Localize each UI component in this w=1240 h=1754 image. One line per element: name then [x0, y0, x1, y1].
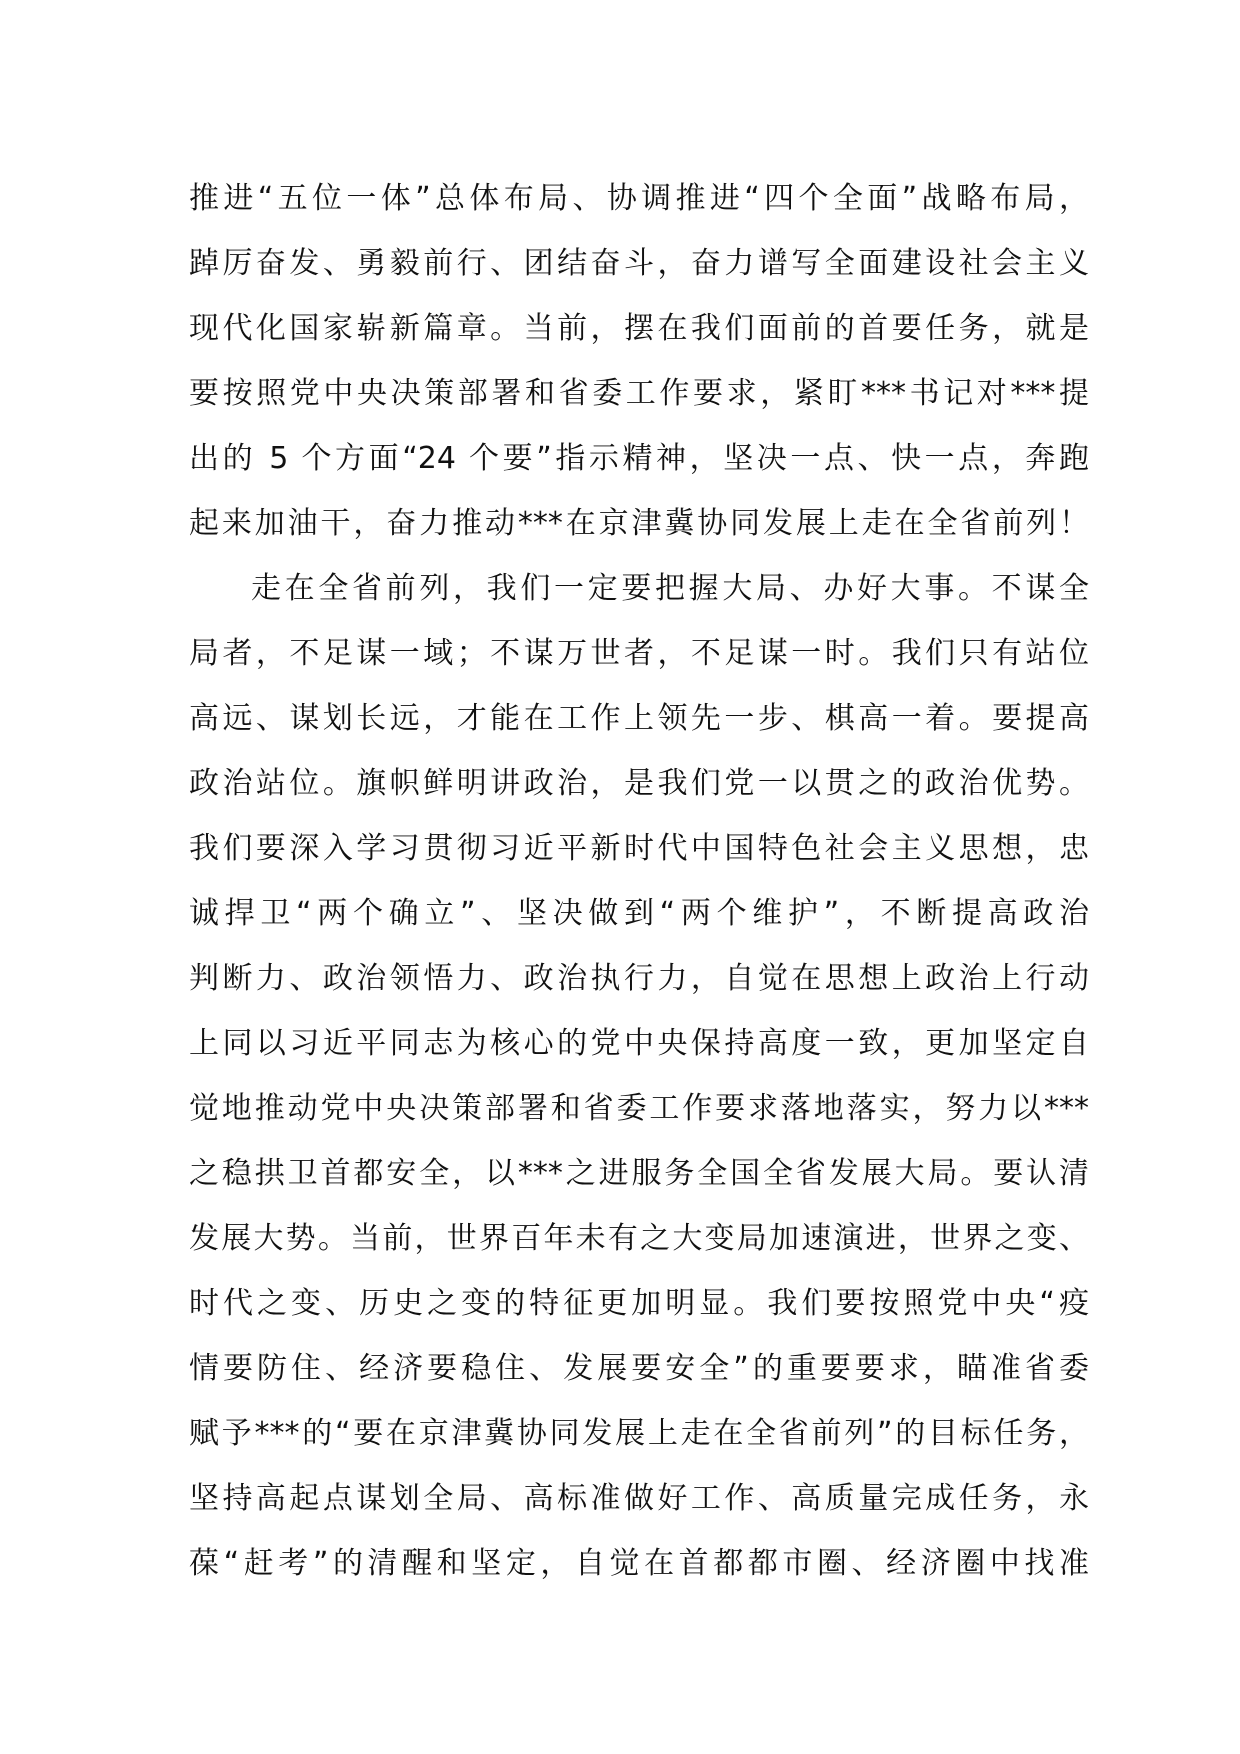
text-line: 起来加油干，奋力推动***在京津冀协同发展上走在全省前列！ [189, 506, 1089, 541]
text-line: 时代之变、历史之变的特征更加明显。我们要按照党中央“疫 [189, 1286, 1089, 1321]
text-line: 局者，不足谋一域；不谋万世者，不足谋一时。我们只有站位 [189, 636, 1089, 671]
text-line: 坚持高起点谋划全局、高标准做好工作、高质量完成任务，永 [189, 1481, 1089, 1516]
text-line: 现代化国家崭新篇章。当前，摆在我们面前的首要任务，就是 [189, 311, 1089, 346]
body-text [189, 166, 1089, 1596]
text-line: 赋予***的“要在京津冀协同发展上走在全省前列”的目标任务， [189, 1416, 1089, 1451]
text-line: 诚捍卫“两个确立”、坚决做到“两个维护”，不断提高政治 [189, 896, 1089, 931]
text-line: 推进“五位一体”总体布局、协调推进“四个全面”战略布局， [189, 181, 1089, 216]
text-line: 我们要深入学习贯彻习近平新时代中国特色社会主义思想，忠 [189, 831, 1089, 866]
paragraph-first-line: 走在全省前列，我们一定要把握大局、办好大事。不谋全 [251, 571, 1089, 606]
text-line: 高远、谋划长远，才能在工作上领先一步、棋高一着。要提高 [189, 701, 1089, 736]
text-line: 情要防住、经济要稳住、发展要安全”的重要要求，瞄准省委 [189, 1351, 1089, 1386]
text-line: 出的 5 个方面“24 个要”指示精神，坚决一点、快一点，奔跑 [189, 441, 1089, 476]
text-line: 之稳拱卫首都安全，以***之进服务全国全省发展大局。要认清 [189, 1156, 1089, 1191]
text-line: 政治站位。旗帜鲜明讲政治，是我们党一以贯之的政治优势。 [189, 766, 1089, 801]
text-line: 觉地推动党中央决策部署和省委工作要求落地落实，努力以*** [189, 1091, 1089, 1126]
text-line: 判断力、政治领悟力、政治执行力，自觉在思想上政治上行动 [189, 961, 1089, 996]
text-line: 踔厉奋发、勇毅前行、团结奋斗，奋力谱写全面建设社会主义 [189, 246, 1089, 281]
text-line: 发展大势。当前，世界百年未有之大变局加速演进，世界之变、 [189, 1221, 1089, 1256]
text-line: 要按照党中央决策部署和省委工作要求，紧盯***书记对***提 [189, 376, 1089, 411]
text-line: 葆“赶考”的清醒和坚定，自觉在首都都市圈、经济圈中找准 [189, 1546, 1089, 1581]
text-line: 上同以习近平同志为核心的党中央保持高度一致，更加坚定自 [189, 1026, 1089, 1061]
